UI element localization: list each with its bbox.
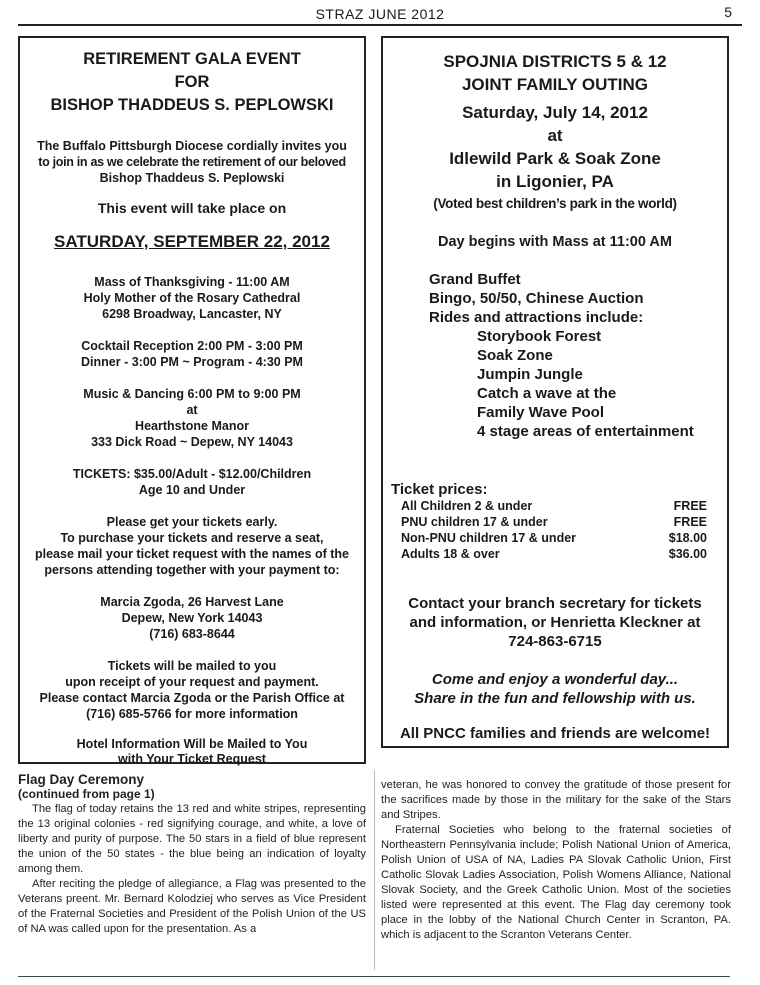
request-line-3: please mail your ticket request with the names of the [35,547,349,561]
retirement-gala-box [18,36,366,764]
mailed-line-1: Tickets will be mailed to you [107,659,277,673]
ticket-price: FREE [673,515,707,529]
outing-at: at [547,126,563,145]
ticket-price: $36.00 [668,547,707,561]
reception-line-2: Dinner - 3:00 PM ~ Program - 4:30 PM [81,355,303,369]
enjoy-line-2: Share in the fun and fellowship with us. [414,690,696,707]
music-line-2: at [186,403,198,417]
outing-venue: Idlewild Park & Soak Zone [449,149,661,168]
mass-line-2: Holy Mother of the Rosary Cathedral [83,291,301,305]
ticket-line-1: TICKETS: $35.00/Adult - $12.00/Children [72,467,312,481]
article-subtitle: (continued from page 1) [18,787,155,801]
attraction-1: Storybook Forest [477,328,602,345]
publication-title: STRAZ JUNE 2012 [315,6,445,22]
gala-date: SATURDAY, SEPTEMBER 22, 2012 [54,232,330,251]
music-line-1: Music & Dancing 6:00 PM to 9:00 PM [83,387,301,401]
activity-3: Rides and attractions include: [429,309,644,326]
ticket-price: $18.00 [668,531,707,545]
enjoy-line-1: Come and enjoy a wonderful day... [431,671,679,688]
article-left-column [18,772,366,937]
mailed-line-4: (716) 685-5766 for more information [86,707,298,721]
ticket-price: FREE [673,499,707,513]
reception-line-1: Cocktail Reception 2:00 PM - 3:00 PM [81,339,303,353]
mailed-line-3: Please contact Marcia Zgoda or the Parish Office at [39,691,345,705]
request-line-2: To purchase your tickets and reserve a seat, [60,531,324,545]
mailed-line-2: upon receipt of your request and payment. [65,675,319,689]
contact-line-2: and information, or Henrietta Kleckner at [409,614,701,631]
request-line-4: persons attending together with your payment to: [44,563,340,577]
outing-date: Saturday, July 14, 2012 [462,103,648,122]
ticket-name: Non-PNU children 17 & under [401,531,577,545]
hotel-line-2: with Your Ticket Request [118,752,266,766]
voted-note: (Voted best children’s park in the world) [433,196,677,211]
article-paragraph: After reciting the pledge of allegiance, a Flag was presented to the Veterans preent. Mr. Bernard Kolodziej who serves as Vice President of the Fraternal Societies and President of the Polish Union of the US of NA was called upon for the presentation. As a [18,878,366,935]
mass-time: Day begins with Mass at 11:00 AM [438,234,672,250]
ticket-row [401,515,707,531]
mass-line-1: Mass of Thanksgiving - 11:00 AM [94,275,290,289]
article-right-column [381,778,731,943]
article-paragraph: veteran, he was honored to convey the gratitude of those present for the sacrifices made by those in the military for the sake of the Stars and Stripes. [381,779,731,821]
footer-rule [18,976,730,977]
welcome-line: All PNCC families and friends are welcome! [399,725,711,742]
gala-title-2: FOR [174,73,210,91]
ticket-heading: Ticket prices: [391,481,488,498]
request-line-1: Please get your tickets early. [106,515,278,529]
contact-line-1: Contact your branch secretary for tickets [408,595,702,612]
music-line-3: Hearthstone Manor [135,419,249,433]
column-divider [374,770,375,970]
invite-line-1: The Buffalo Pittsburgh Diocese cordially invites you [37,139,347,153]
attraction-2: Soak Zone [477,347,553,364]
activity-1: Grand Buffet [429,271,521,288]
page-number: 5 [724,4,732,20]
article-paragraph: The flag of today retains the 13 red and white stripes, representing the 13 original colonies - red signifying courage, and white, a love of liberty and purity of purpose. The 50 stars in a field of blue represent the union of the 50 states - the blue being an indication of loyalty among them. [18,803,366,875]
address-line-2: Depew, New York 14043 [121,611,263,625]
attraction-6: 4 stage areas of entertainment [477,423,694,440]
gala-title-3: BISHOP THADDEUS S. PEPLOWSKI [50,96,334,114]
invite-line-3: Bishop Thaddeus S. Peplowski [99,171,285,185]
ticket-line-2: Age 10 and Under [138,483,246,497]
music-line-4: 333 Dick Road ~ Depew, NY 14043 [91,435,293,449]
outing-title-2: JOINT FAMILY OUTING [461,75,649,94]
page-header [18,6,742,26]
ticket-name: PNU children 17 & under [401,515,548,529]
mass-line-3: 6298 Broadway, Lancaster, NY [102,307,282,321]
event-intro: This event will take place on [97,200,287,216]
attraction-5: Family Wave Pool [477,404,604,421]
outing-location: in Ligonier, PA [496,172,614,191]
ticket-name: All Children 2 & under [401,499,533,513]
attraction-3: Jumpin Jungle [477,366,583,383]
gala-title-1: RETIREMENT GALA EVENT [83,50,301,68]
family-outing-box [381,36,729,748]
activity-2: Bingo, 50/50, Chinese Auction [429,290,644,307]
article-title: Flag Day Ceremony [18,772,145,787]
attraction-4: Catch a wave at the [477,385,617,402]
article-paragraph: Fraternal Societies who belong to the fraternal societies of Northeastern Pennsylvania include; Polish National Union of America, Polish Union of USA of NA, Ladies PA Slovak Catholic Union, First Catholic Slovak Ladies Association, Polish Womens Alliance, National Slovak Society, and the Greek Catholic Union. Most of the societies listed were represented at this event. The Flag day ceremony took place in the lobby of the National Church Center in Scranton, PA. which is adjacent to the Scranton Veterans Center. [381,824,731,941]
address-line-3: (716) 683-8644 [149,627,235,641]
address-line-1: Marcia Zgoda, 26 Harvest Lane [100,595,284,609]
hotel-line-1: Hotel Information Will be Mailed to You [76,737,308,751]
ticket-row [401,499,707,515]
contact-line-3: 724-863-6715 [508,633,602,650]
outing-title-1: SPOJNIA DISTRICTS 5 & 12 [443,52,667,71]
invite-line-2: to join in as we celebrate the retirement of our beloved [38,155,346,169]
ticket-name: Adults 18 & over [401,547,500,561]
ticket-row [401,531,707,547]
ticket-row [401,547,707,563]
